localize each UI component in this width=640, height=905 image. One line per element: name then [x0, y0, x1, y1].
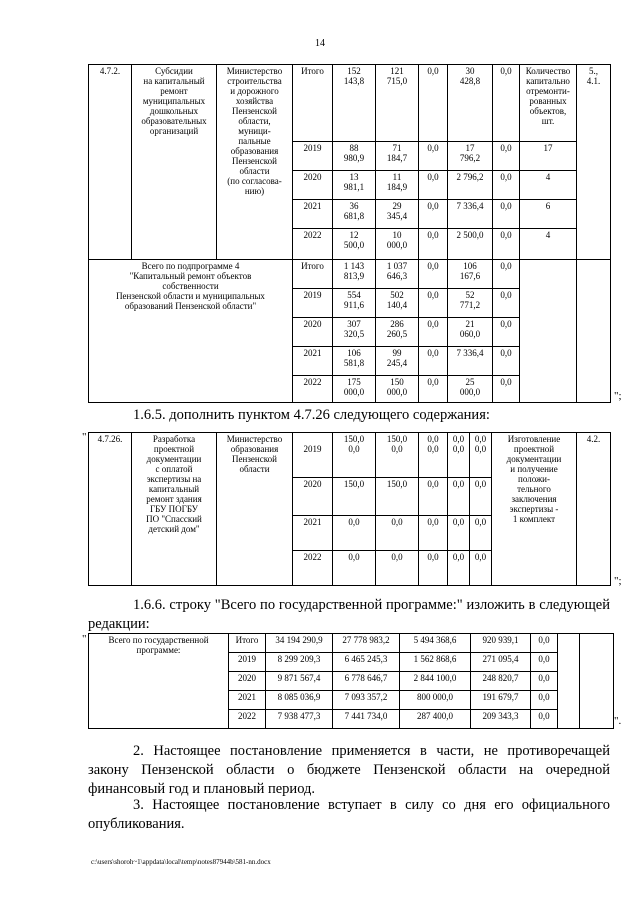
subtotal-label: Всего по подпрограмме 4 "Капитальный ремонт объектов собственности Пензенской области и муниципальных образований Пензенской области"	[89, 260, 293, 403]
total-cell: 8 085 036,9	[266, 691, 333, 710]
empty-cell	[558, 634, 580, 729]
value-cell: 52 771,2	[448, 289, 493, 318]
top-value: 150,0	[343, 434, 365, 444]
indicator-value: 4	[520, 229, 577, 260]
top-label	[295, 434, 330, 444]
value-cell: 0,0	[419, 289, 448, 318]
value-cell: 0,0	[531, 710, 558, 729]
row-value: 0,0	[427, 444, 439, 454]
row-value: 0,0	[391, 444, 403, 454]
value-cell: 150 000,0	[376, 376, 419, 403]
value-cell: 209 343,3	[471, 710, 531, 729]
paragraph-1-6-6: 1.6.6. строку "Всего по государственной программе:" изложить в следующей редакции:	[88, 597, 610, 632]
value-cell: 150,0	[376, 478, 419, 516]
total-cell: 0,0	[333, 516, 376, 551]
value-cell: 271 095,4	[471, 653, 531, 672]
value-cell: 0,0	[531, 634, 558, 653]
value-cell	[333, 433, 376, 478]
value-cell	[448, 433, 470, 478]
value-cell: 11 184,9	[376, 171, 419, 200]
value-cell: 0,0	[419, 516, 448, 551]
value-cell: 7 441 734,0	[333, 710, 400, 729]
file-path-footer: c:\users\shoroh~1\appdata\local\temp\notes87944b\581-nn.docx	[91, 858, 271, 866]
empty-cell	[580, 634, 614, 729]
row-value: 0,0	[474, 444, 487, 454]
total-cell: 8 299 209,3	[266, 653, 333, 672]
table-row	[89, 65, 611, 142]
table-row	[89, 433, 611, 478]
total-cell: 175 000,0	[333, 376, 376, 403]
value-cell: 1 037 646,3	[376, 260, 419, 289]
target-cell: 4.2.	[577, 433, 611, 586]
year-cell: 2020	[293, 478, 333, 516]
value-cell: 71 184,7	[376, 142, 419, 171]
paragraph-3: 3. Настоящее постановление вступает в силу со дня его официального опубликования.	[88, 797, 610, 832]
year-cell: 2019	[293, 142, 333, 171]
total-label: Всего по государственной программе:	[89, 634, 229, 729]
value-cell	[470, 433, 492, 478]
open-quote-2: "	[82, 431, 87, 443]
empty-cell	[520, 260, 577, 403]
year-cell: 2020	[293, 171, 333, 200]
value-cell: 0,0	[531, 691, 558, 710]
total-cell: 150,0	[333, 478, 376, 516]
value-cell: 6 778 646,7	[333, 672, 400, 691]
row-value: 0,0	[452, 444, 465, 454]
total-cell: 12 500,0	[333, 229, 376, 260]
value-cell: 0,0	[419, 551, 448, 586]
target-cell: 5., 4.1.	[577, 65, 611, 260]
year-cell: 2019	[293, 289, 333, 318]
item-code: 4.7.26.	[89, 433, 132, 586]
value-cell: 191 679,7	[471, 691, 531, 710]
page-number: 14	[315, 38, 325, 49]
top-value: 0,0	[474, 434, 487, 444]
value-cell: 286 260,5	[376, 318, 419, 347]
close-quote-1: ";	[614, 390, 622, 402]
total-cell: 0,0	[333, 551, 376, 586]
value-cell: 30 428,8	[448, 65, 493, 142]
value-cell: 7 093 357,2	[333, 691, 400, 710]
value-cell: 5 494 368,6	[400, 634, 471, 653]
year-cell: 2021	[293, 200, 333, 229]
year-cell: 2019	[229, 653, 266, 672]
value-cell: 0,0	[493, 318, 520, 347]
item-code: 4.7.2.	[89, 65, 132, 260]
value-cell: 0,0	[493, 289, 520, 318]
year-cell: 2020	[293, 318, 333, 347]
value-cell: 0,0	[531, 672, 558, 691]
year-cell: 2022	[293, 229, 333, 260]
empty-cell	[577, 260, 611, 403]
value-cell: 10 000,0	[376, 229, 419, 260]
year-cell: 2022	[293, 551, 333, 586]
value-cell: 0,0	[419, 478, 448, 516]
value-cell: 0,0	[493, 142, 520, 171]
value-cell: 106 167,6	[448, 260, 493, 289]
indicator-cell: Количество капитально отремонти- рованных объектов, шт.	[520, 65, 577, 142]
total-cell: 34 194 290,9	[266, 634, 333, 653]
item-executor: Министерство образования Пензенской области	[217, 433, 293, 586]
total-cell: 36 681,8	[333, 200, 376, 229]
value-cell: 121 715,0	[376, 65, 419, 142]
table-row	[89, 260, 611, 289]
value-cell: 99 245,4	[376, 347, 419, 376]
total-cell: 1 143 813,9	[333, 260, 376, 289]
total-cell: 152 143,8	[333, 65, 376, 142]
year-cell: Итого	[293, 65, 333, 142]
value-cell	[376, 433, 419, 478]
value-cell: 248 820,7	[471, 672, 531, 691]
row-value: 0,0	[348, 444, 360, 454]
indicator-value: 17	[520, 142, 577, 171]
total-cell: 307 320,5	[333, 318, 376, 347]
value-cell: 29 345,4	[376, 200, 419, 229]
value-cell: 0,0	[470, 516, 492, 551]
total-cell: 13 981,1	[333, 171, 376, 200]
value-cell	[419, 433, 448, 478]
value-cell: 0,0	[448, 551, 470, 586]
total-cell: 7 938 477,3	[266, 710, 333, 729]
value-cell: 2 844 100,0	[400, 672, 471, 691]
value-cell: 0,0	[419, 200, 448, 229]
value-cell: 0,0	[470, 478, 492, 516]
year-cell	[293, 433, 333, 478]
top-value: 0,0	[427, 434, 439, 444]
year-cell: 2022	[293, 376, 333, 403]
value-cell: 0,0	[493, 347, 520, 376]
top-value: 150,0	[386, 434, 408, 444]
value-cell: 0,0	[470, 551, 492, 586]
year-cell: 2021	[293, 347, 333, 376]
paragraph-1-6-5: 1.6.5. дополнить пунктом 4.7.26 следующего содержания:	[133, 407, 490, 423]
paragraph-2: 2. Настоящее постановление применяется в части, не противоречащей закону Пензенской области о бюджете Пензенской области на очередной финансовый год и плановый период.	[88, 743, 610, 797]
value-cell: 17 796,2	[448, 142, 493, 171]
value-cell: 0,0	[531, 653, 558, 672]
year-cell: 2022	[229, 710, 266, 729]
value-cell: 1 562 868,6	[400, 653, 471, 672]
value-cell: 0,0	[419, 171, 448, 200]
item-name: Субсидии на капитальный ремонт муниципальных дошкольных образовательных организаций	[132, 65, 217, 260]
table-row	[89, 634, 614, 653]
value-cell: 7 336,4	[448, 347, 493, 376]
item-name: Разработка проектной документации с оплатой экспертизы на капитальный ремонт здания ГБУ ПОГБУ ПО "Спасский детский дом"	[132, 433, 217, 586]
year-cell: 2020	[229, 672, 266, 691]
value-cell: 287 400,0	[400, 710, 471, 729]
close-quote-2: ";	[614, 575, 622, 587]
value-cell: 0,0	[419, 142, 448, 171]
year-cell: 2021	[293, 516, 333, 551]
close-quote-3: ".	[614, 715, 622, 727]
indicator-value: 4	[520, 171, 577, 200]
value-cell: 6 465 245,3	[333, 653, 400, 672]
indicator-cell: Изготовление проектной документации и получение положи- тельного заключения экспертизы - 1 комплект	[492, 433, 577, 586]
table-subsidies	[88, 64, 611, 403]
total-cell: 106 581,8	[333, 347, 376, 376]
open-quote-3: "	[82, 633, 87, 645]
value-cell: 21 060,0	[448, 318, 493, 347]
value-cell: 0,0	[448, 516, 470, 551]
table-project-docs	[88, 432, 611, 586]
value-cell: 0,0	[493, 376, 520, 403]
indicator-value: 6	[520, 200, 577, 229]
year-label: 2019	[303, 444, 322, 454]
value-cell: 0,0	[419, 260, 448, 289]
value-cell: 0,0	[493, 171, 520, 200]
item-executor: Министерство строительства и дорожного хозяйства Пензенской области, муници- пальные образования Пензенской области (по согласова- нию)	[217, 65, 293, 260]
table-program-total	[88, 633, 614, 729]
top-value: 0,0	[452, 434, 465, 444]
value-cell: 0,0	[419, 65, 448, 142]
value-cell: 0,0	[376, 551, 419, 586]
value-cell: 0,0	[493, 229, 520, 260]
value-cell: 502 140,4	[376, 289, 419, 318]
value-cell: 0,0	[493, 65, 520, 142]
value-cell: 0,0	[419, 376, 448, 403]
value-cell: 0,0	[419, 229, 448, 260]
value-cell: 27 778 983,2	[333, 634, 400, 653]
value-cell: 7 336,4	[448, 200, 493, 229]
value-cell: 2 796,2	[448, 171, 493, 200]
value-cell: 0,0	[493, 200, 520, 229]
total-cell: 554 911,6	[333, 289, 376, 318]
value-cell: 0,0	[448, 478, 470, 516]
value-cell: 0,0	[376, 516, 419, 551]
total-cell: 88 980,9	[333, 142, 376, 171]
year-cell: Итого	[293, 260, 333, 289]
value-cell: 0,0	[493, 260, 520, 289]
value-cell: 0,0	[419, 347, 448, 376]
value-cell: 920 939,1	[471, 634, 531, 653]
total-cell: 9 871 567,4	[266, 672, 333, 691]
value-cell: 2 500,0	[448, 229, 493, 260]
year-cell: Итого	[229, 634, 266, 653]
value-cell: 25 000,0	[448, 376, 493, 403]
value-cell: 800 000,0	[400, 691, 471, 710]
value-cell: 0,0	[419, 318, 448, 347]
year-cell: 2021	[229, 691, 266, 710]
